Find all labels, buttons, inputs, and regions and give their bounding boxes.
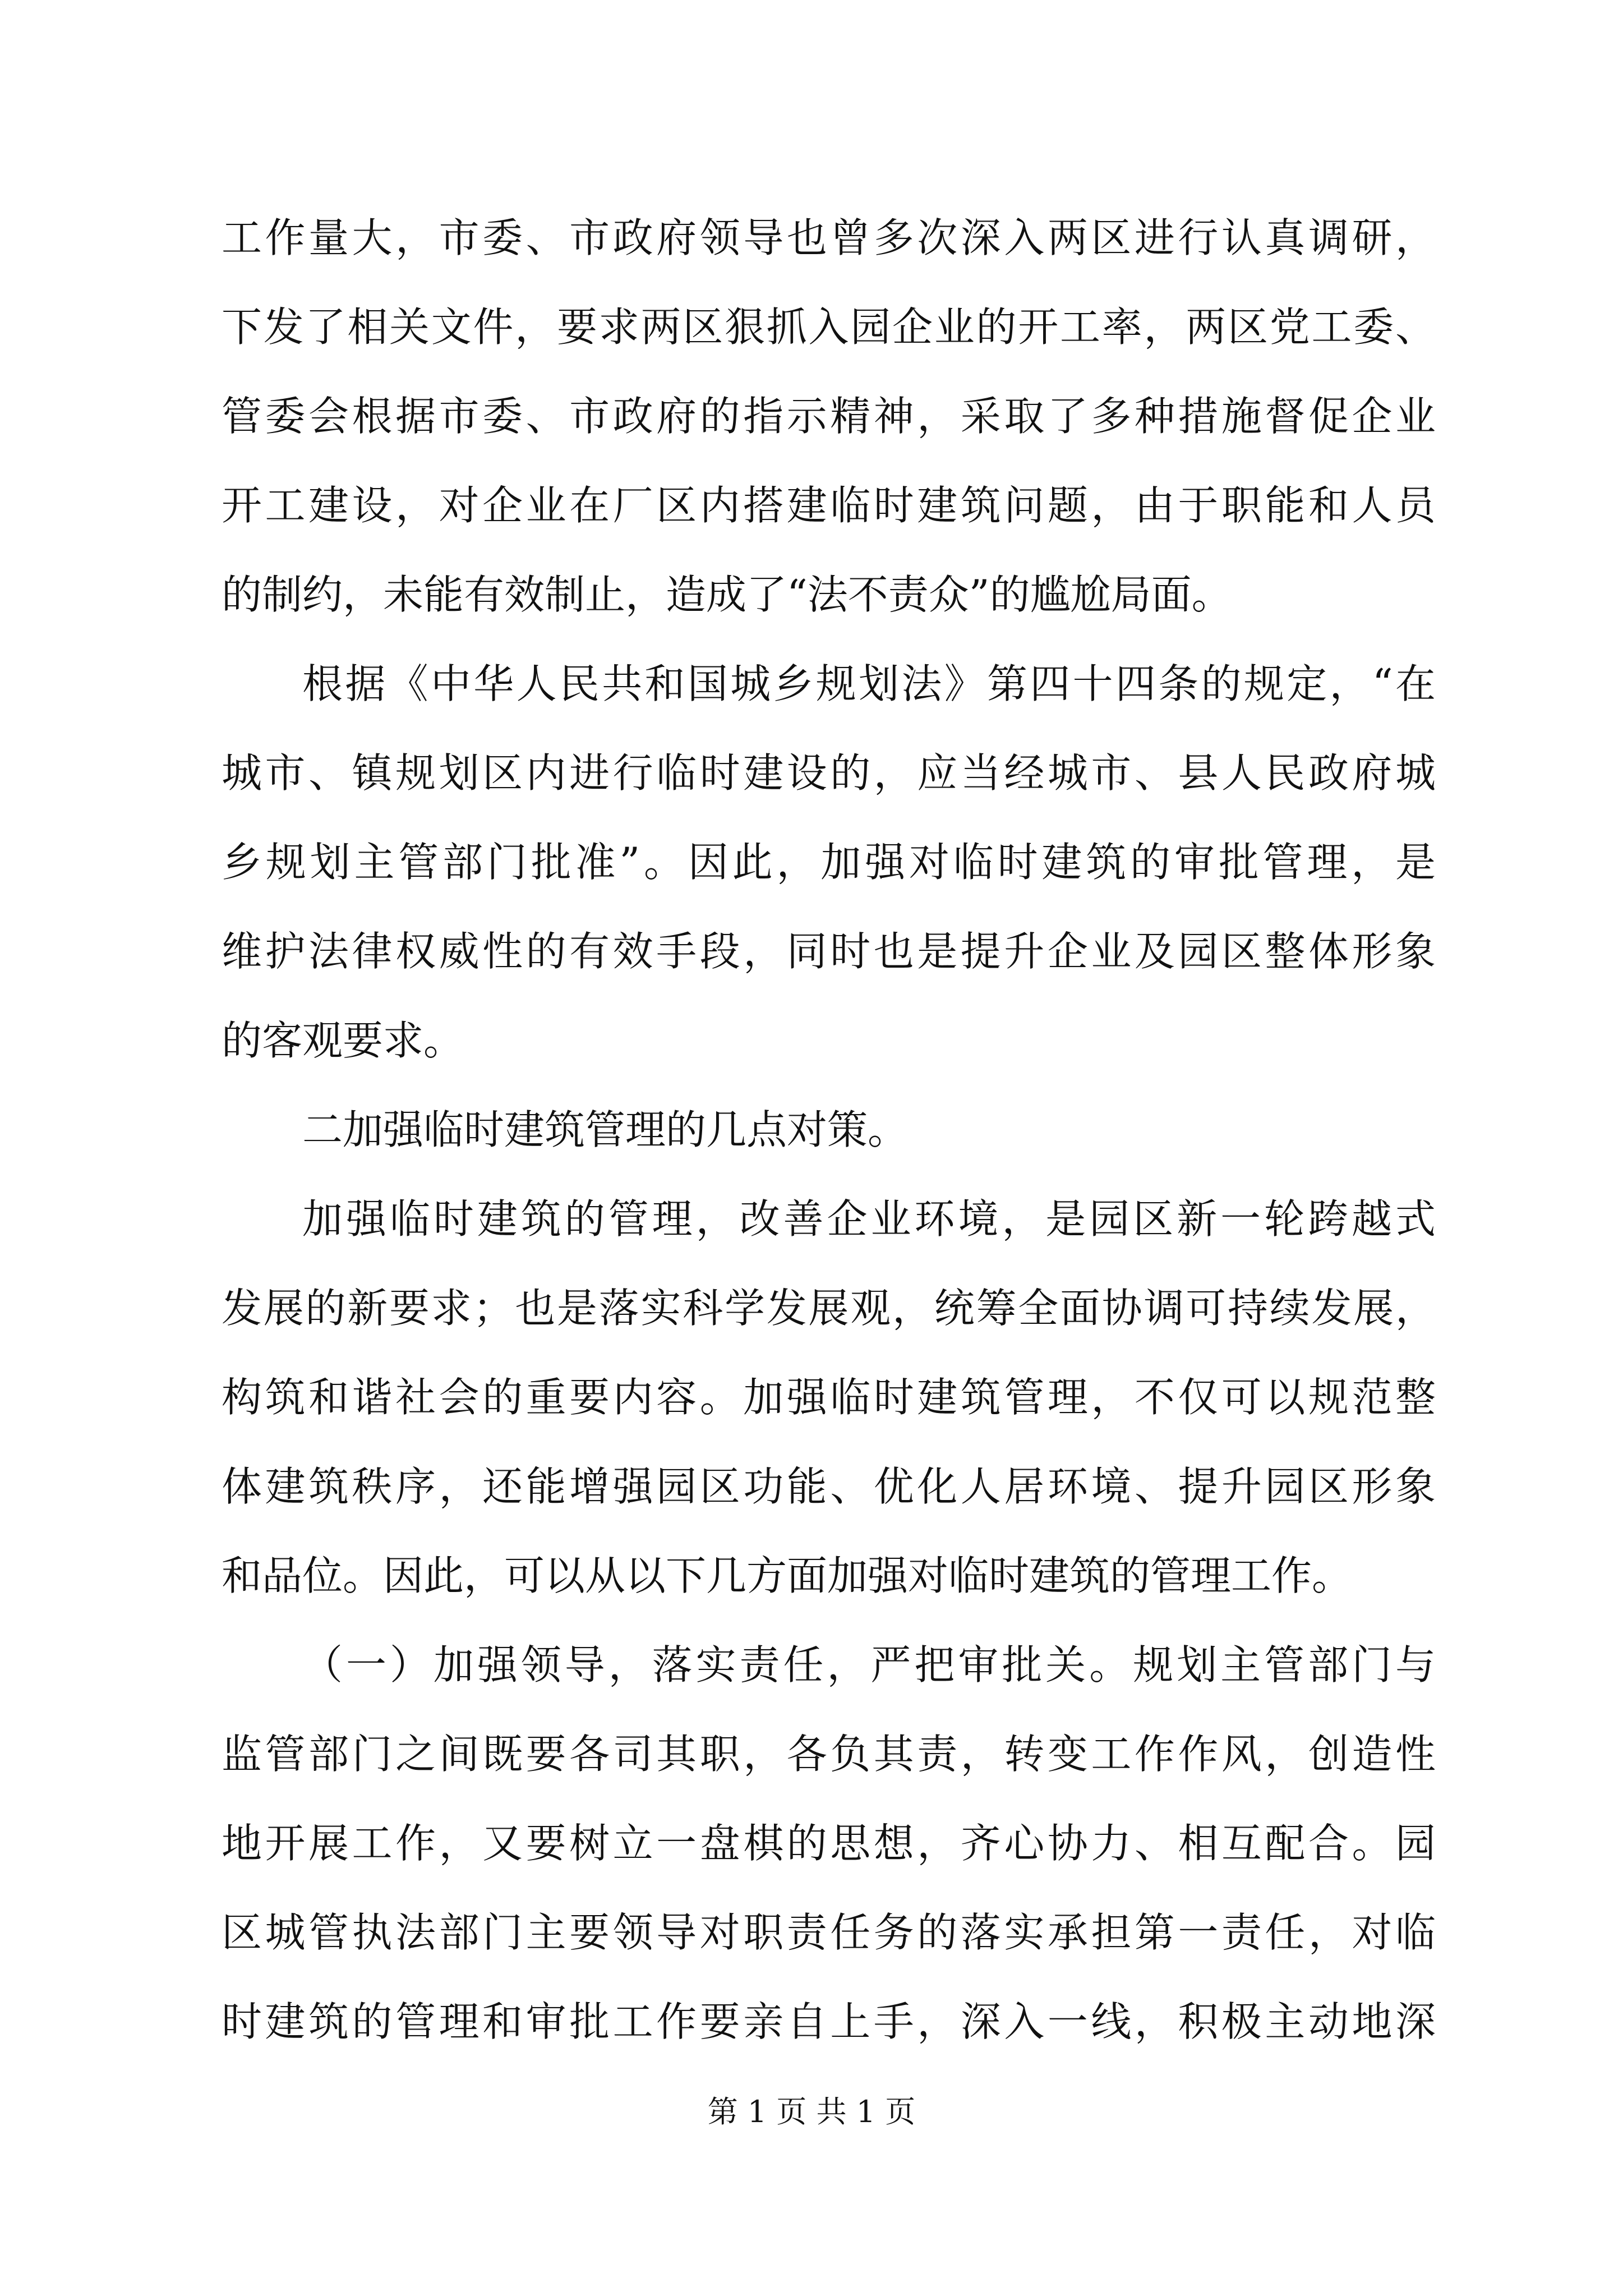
document-body (222, 194, 1436, 2112)
text-line: 监管部门之间既要各司其职，各负其责，转变工作作风，创造性 (222, 1731, 1436, 1778)
text-line: 构筑和谐社会的重要内容。加强临时建筑管理，不仅可以规范整 (222, 1374, 1436, 1421)
page-number-footer: 第 1 页 共 1 页 (707, 2094, 916, 2129)
text-line: 开工建设，对企业在厂区内搭建临时建筑问题，由于职能和人员 (222, 482, 1436, 529)
text-line: 的客观要求。 (222, 1017, 464, 1064)
text-line: 的制约，未能有效制止，造成了“法不责众”的尴尬局面。 (222, 571, 1232, 618)
section-heading: 二加强临时建筑管理的几点对策。 (302, 1106, 909, 1153)
text-line: 加强临时建筑的管理，改善企业环境，是园区新一轮跨越式 (302, 1195, 1436, 1243)
text-line: 地开展工作，又要树立一盘棋的思想，齐心协力、相互配合。园 (222, 1820, 1436, 1867)
text-line: （一）加强领导，落实责任，严把审批关。规划主管部门与 (302, 1641, 1436, 1688)
text-line: 乡规划主管部门批准”。因此，加强对临时建筑的审批管理，是 (222, 839, 1436, 886)
text-line: 和品位。因此，可以从以下几方面加强对临时建筑的管理工作。 (222, 1552, 1353, 1599)
text-line: 维护法律权威性的有效手段，同时也是提升企业及园区整体形象 (222, 928, 1436, 975)
text-line: 下发了相关文件，要求两区狠抓入园企业的开工率，两区党工委、 (222, 303, 1436, 351)
text-line: 管委会根据市委、市政府的指示精神，采取了多种措施督促企业 (222, 393, 1436, 440)
text-line: 发展的新要求；也是落实科学发展观，统筹全面协调可持续发展， (222, 1285, 1436, 1332)
text-line: 工作量大，市委、市政府领导也曾多次深入两区进行认真调研， (222, 214, 1436, 261)
text-line: 城市、镇规划区内进行临时建设的，应当经城市、县人民政府城 (222, 749, 1436, 797)
text-line: 根据《中华人民共和国城乡规划法》第四十四条的规定，“在 (302, 660, 1436, 707)
text-line: 体建筑秩序，还能增强园区功能、优化人居环境、提升园区形象 (222, 1463, 1436, 1510)
text-line: 时建筑的管理和审批工作要亲自上手，深入一线，积极主动地深 (222, 1998, 1436, 2045)
text-line: 区城管执法部门主要领导对职责任务的落实承担第一责任，对临 (222, 1909, 1436, 1956)
